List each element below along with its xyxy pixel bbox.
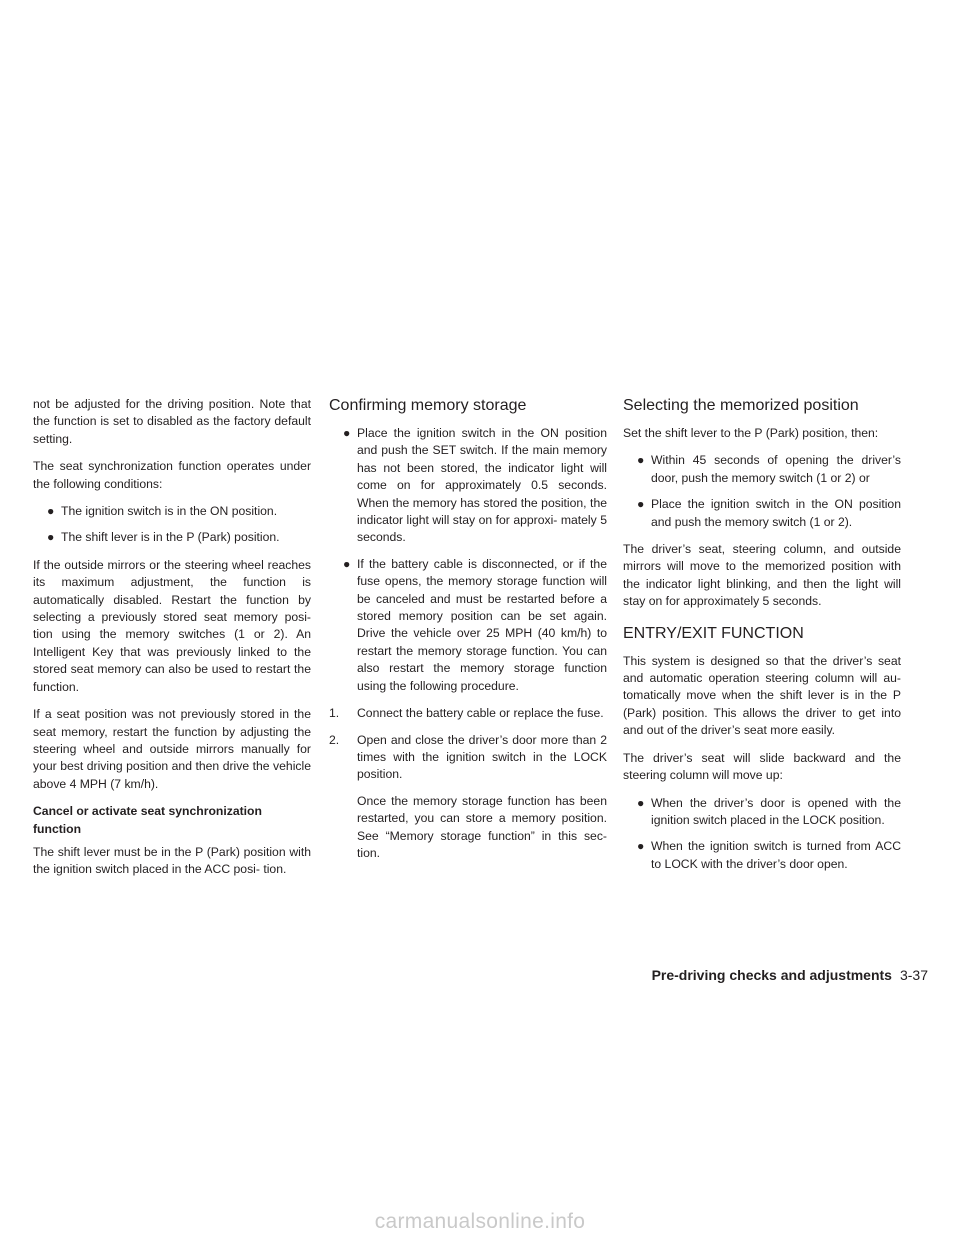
- paragraph: If the outside mirrors or the steering wheel reaches its maximum adjustment, the function is automatically disabled. Restart the function by selecting a previously stored seat memory posi- tion using the memory switches (1 or 2). An Intelligent Key that was previously linked to the stored seat memory can also be used to restart the function.: [33, 557, 311, 694]
- list-item: ● If the battery cable is disconnected, or if the fuse opens, the memory storage function will be canceled and must be restarted before a stored memory position can be set again. Drive the vehicle over 25 MPH (40 km/h) to restart the memory storage function. You can also restart the memory storage function using the following procedure.: [343, 556, 607, 693]
- numbered-list: [329, 705, 607, 862]
- list-item: 1. Connect the battery cable or replace the fuse.: [329, 705, 607, 722]
- bullet-icon: ●: [47, 504, 55, 519]
- paragraph: not be adjusted for the driving position. Note that the function is set to disabled as the factory default setting.: [33, 397, 311, 446]
- subsection-heading: Cancel or activate seat synchronization function: [33, 804, 262, 836]
- list-item: ● Place the ignition switch in the ON position and push the SET switch. If the main memory has not been stored, the indicator light will come on for approximately 0.5 seconds. When the memory has stored the position, the indicator light will stay on for approxi- mately 5 seconds.: [343, 426, 607, 545]
- list-item: ● Place the ignition switch in the ON position and push the memory switch (1 or 2).: [637, 497, 901, 529]
- list-item: ● When the ignition switch is turned from ACC to LOCK with the driver’s door open.: [637, 839, 901, 871]
- bullet-icon: ●: [47, 530, 55, 545]
- paragraph: The driver’s seat, steering column, and outside mirrors will move to the memorized position with the indicator light blinking, and then the light will stay on for approximately 5 seconds.: [623, 542, 901, 609]
- paragraph: This system is designed so that the driver’s seat and automatic operation steering column will au- tomatically move when the shift lever is in the P (Park) position. This allows the driver to get into and out of the driver’s seat more easily.: [623, 653, 901, 738]
- section-heading: Confirming memory storage: [329, 397, 527, 414]
- bullet-list: [623, 795, 901, 874]
- bullet-list: [623, 452, 901, 531]
- column-left: [33, 396, 311, 889]
- main-heading: ENTRY/EXIT FUNCTION: [623, 624, 804, 642]
- paragraph: The driver’s seat will slide backward and the steering column will move up:: [623, 750, 901, 783]
- page-number: 3-37: [899, 967, 928, 983]
- list-item: ● Within 45 seconds of opening the driver’s door, push the memory switch (1 or 2) or: [637, 453, 901, 485]
- step-number: 1.: [329, 706, 340, 721]
- paragraph: The seat synchronization function operates under the following conditions:: [33, 459, 311, 491]
- page-footer: [583, 966, 928, 984]
- list-item: 2. Open and close the driver’s door more than 2 times with the ignition switch in the LOCK position. Once the memory storage function has been restarted, you can store a memory position. See “Memory storage function” in this sec- tion.: [329, 732, 607, 863]
- bullet-icon: ●: [637, 795, 645, 810]
- paragraph: If a seat position was not previously stored in the seat memory, restart the function by adjusting the steering wheel and outside mirrors manually for your best driving position and then drive the vehicle above 4 MPH (7 km/h).: [33, 707, 311, 791]
- footer-section-title: Pre-driving checks and adjustments: [651, 967, 892, 983]
- bullet-icon: ●: [343, 426, 351, 440]
- bullet-icon: ●: [637, 839, 645, 854]
- paragraph: Set the shift lever to the P (Park) position, then:: [623, 426, 879, 440]
- step-note: Once the memory storage function has been restarted, you can store a memory position. See “Memory storage function” in this sec- tion.: [357, 793, 607, 860]
- list-item: ● The shift lever is in the P (Park) position.: [33, 529, 311, 546]
- bullet-icon: ●: [343, 556, 351, 571]
- bullet-list: [33, 503, 311, 547]
- watermark: carmanualsonline.info: [374, 1210, 586, 1233]
- step-number: 2.: [329, 732, 340, 747]
- bullet-icon: ●: [637, 497, 645, 512]
- list-item: ● The ignition switch is in the ON position.: [33, 503, 311, 520]
- column-middle: [329, 396, 607, 872]
- paragraph: The shift lever must be in the P (Park) position with the ignition switch placed in the ACC posi- tion.: [33, 844, 311, 877]
- section-heading: Selecting the memorized position: [623, 397, 859, 414]
- list-item: ● When the driver’s door is opened with the ignition switch placed in the LOCK position.: [637, 795, 901, 827]
- column-right: [623, 396, 901, 883]
- bullet-list: [329, 425, 607, 695]
- bullet-icon: ●: [637, 453, 645, 468]
